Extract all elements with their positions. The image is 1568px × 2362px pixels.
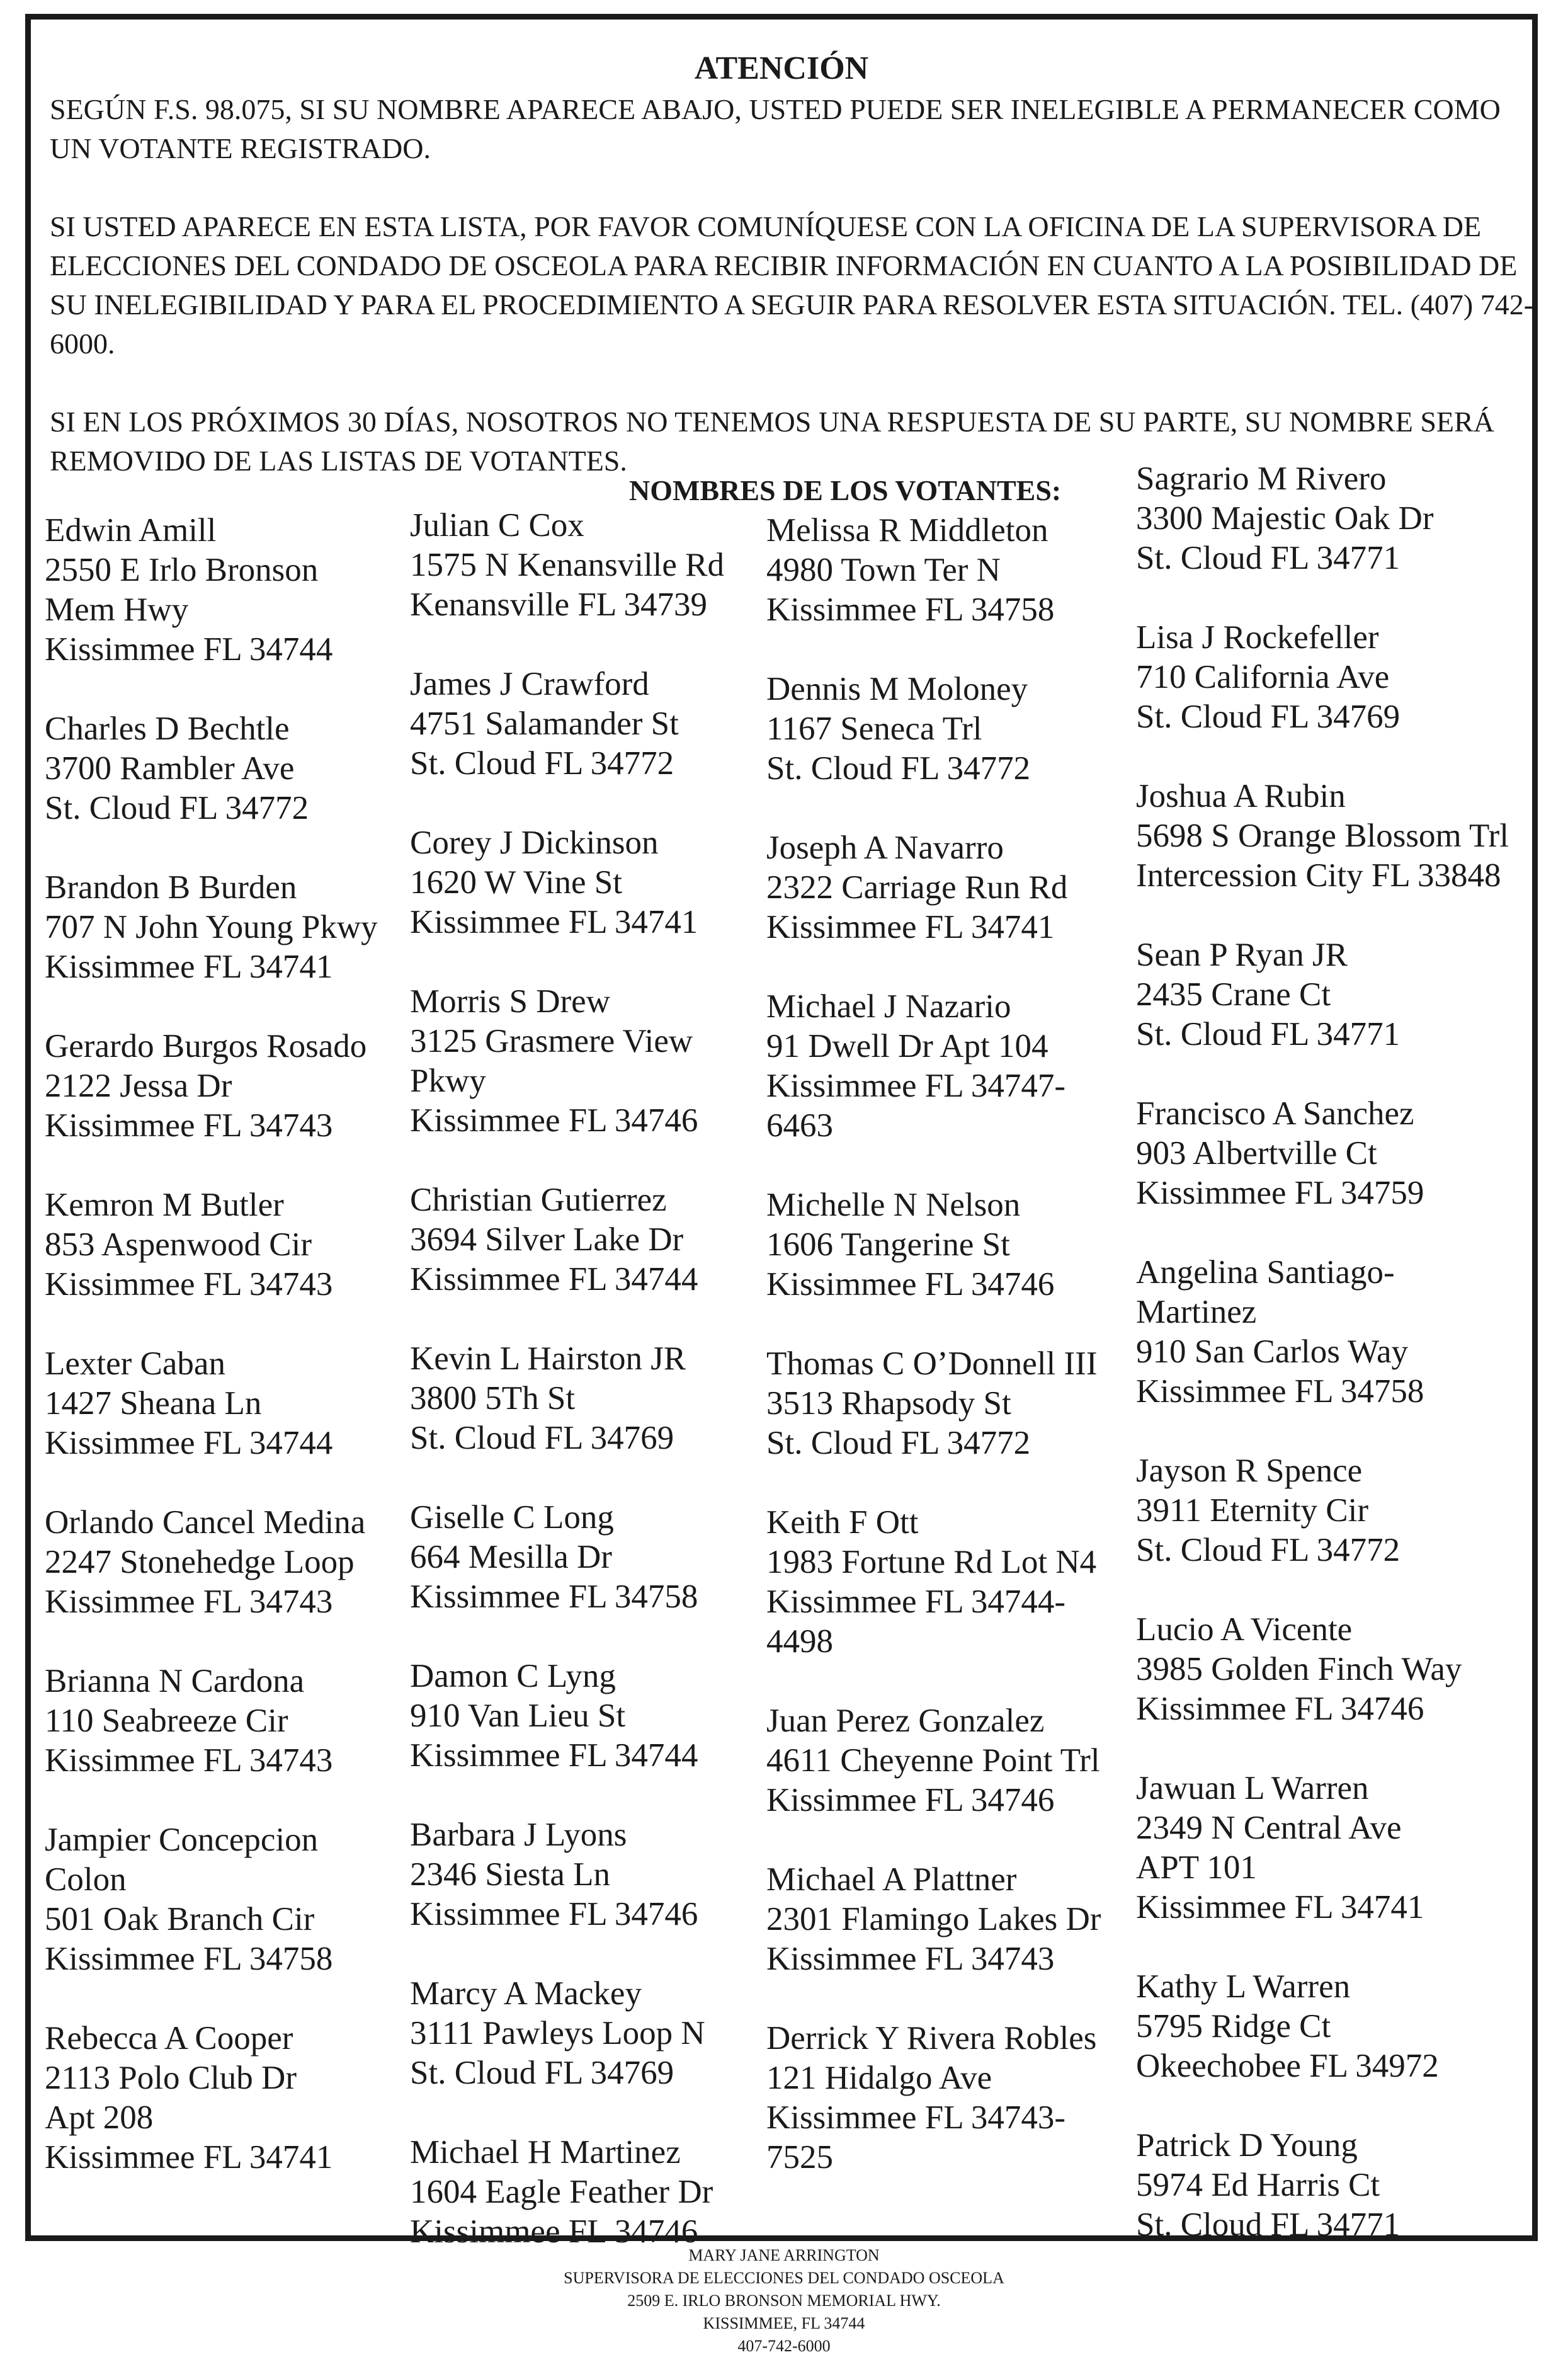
voter-address-line: Mem Hwy <box>45 591 189 628</box>
voter-address-line: Kissimmee FL 34743 <box>45 1107 333 1144</box>
voter-entry <box>1136 1610 1520 1729</box>
voter-address-line: 110 Seabreeze Cir <box>45 1703 288 1739</box>
voter-address-line: 2322 Carriage Run Rd <box>766 869 1068 906</box>
footer-phone: 407-742-6000 <box>737 2337 831 2355</box>
voter-address-line: 1620 W Vine St <box>410 864 622 901</box>
voter-address-line: Colon <box>45 1861 127 1898</box>
voter-address-line: 707 N John Young Pkwy <box>45 909 378 945</box>
voter-name: Joshua A Rubin <box>1136 778 1346 814</box>
voter-entry <box>766 511 1150 630</box>
voter-address-line: St. Cloud FL 34771 <box>1136 1016 1400 1053</box>
voter-address-line: 91 Dwell Dr Apt 104 <box>766 1028 1048 1064</box>
notice-paragraph-eligibility: SEGÚN F.S. 98.075, SI SU NOMBRE APARECE ABAJO, USTED PUEDE SER INELEGIBLE A PERMANECER COMO UN VOTANTE REGISTRADO. <box>50 93 1501 164</box>
voter-address-line: 1427 Sheana Ln <box>45 1385 262 1422</box>
voter-name: Melissa R Middleton <box>766 512 1048 549</box>
voter-entry <box>1136 935 1520 1054</box>
voter-name: Giselle C Long <box>410 1499 614 1536</box>
voter-column-4 <box>1136 459 1520 2285</box>
voter-name: Charles D Bechtle <box>45 710 290 747</box>
voter-entry <box>1136 618 1520 737</box>
voter-address-line: 7525 <box>766 2139 833 2176</box>
voter-address-line: 910 San Carlos Way <box>1136 1333 1408 1370</box>
voter-entry <box>1136 1967 1520 2086</box>
voter-entry <box>45 1820 429 1979</box>
voter-name: Orlando Cancel Medina <box>45 1504 366 1541</box>
footer-name: MARY JANE ARRINGTON <box>688 2246 880 2264</box>
voter-address-line: 5974 Ed Harris Ct <box>1136 2167 1380 2203</box>
notice-paragraph-contact: SI USTED APARECE EN ESTA LISTA, POR FAVOR COMUNÍQUESE CON LA OFICINA DE LA SUPERVISORA DE ELECCIONES DEL CONDADO DE OSCEOLA PARA RECIBIR INFORMACIÓN EN CUANTO A LA POSIBILIDAD DE SU INELEGIBILIDAD Y PARA EL PROCEDIMIENTO A SEGUIR PARA RESOLVER ESTA SITUACIÓN. TEL. (407) 742-6000. <box>50 210 1534 360</box>
voter-address-line: APT 101 <box>1136 1849 1257 1886</box>
voter-address-line: 121 Hidalgo Ave <box>766 2060 992 2096</box>
voter-address-line: Kissimmee FL 34741 <box>45 949 333 985</box>
voter-entry <box>766 670 1150 789</box>
voter-address-line: Martinez <box>1136 1294 1257 1330</box>
voter-address-line: 3800 5Th St <box>410 1380 576 1417</box>
voter-column-3 <box>766 511 1150 2217</box>
voter-address-line: 2122 Jessa Dr <box>45 1068 232 1104</box>
voter-name: Sean P Ryan JR <box>1136 937 1348 973</box>
voter-address-line: St. Cloud FL 34772 <box>45 790 309 826</box>
voter-address-line: Kissimmee FL 34746 <box>1136 1691 1424 1727</box>
voter-address-line: 5698 S Orange Blossom Trl <box>1136 818 1509 854</box>
voter-entry <box>410 1974 794 2093</box>
voter-address-line: St. Cloud FL 34772 <box>766 1425 1031 1461</box>
supervisor-footer <box>0 2244 1568 2358</box>
voter-name: Michael H Martinez <box>410 2134 681 2171</box>
voter-address-line: 910 Van Lieu St <box>410 1697 626 1734</box>
voter-address-line: Kissimmee FL 34743 <box>766 1941 1055 1977</box>
voter-entry <box>766 828 1150 947</box>
voter-name: Lisa J Rockefeller <box>1136 619 1379 656</box>
voter-address-line: 3985 Golden Finch Way <box>1136 1651 1462 1687</box>
voter-entry <box>410 823 794 942</box>
voter-name: Rebecca A Cooper <box>45 2020 293 2057</box>
voter-column-1 <box>45 511 429 2217</box>
voter-address-line: 2301 Flamingo Lakes Dr <box>766 1901 1101 1937</box>
voter-address-line: Kissimmee FL 34759 <box>1136 1175 1424 1211</box>
voter-address-line: 4498 <box>766 1623 833 1660</box>
voter-address-line: St. Cloud FL 34769 <box>410 2055 674 2091</box>
voter-address-line: 3911 Eternity Cir <box>1136 1492 1368 1529</box>
voter-address-line: 3125 Grasmere View <box>410 1023 693 1059</box>
voter-address-line: Kissimmee FL 34747- <box>766 1068 1066 1104</box>
voter-entry <box>45 1503 429 1622</box>
voter-address-line: Kissimmee FL 34741 <box>766 909 1055 945</box>
footer-city: KISSIMMEE, FL 34744 <box>703 2314 865 2332</box>
voter-address-line: Kenansville FL 34739 <box>410 586 708 623</box>
voter-address-line: Okeechobee FL 34972 <box>1136 2048 1439 2084</box>
voter-entry <box>45 868 429 987</box>
voter-address-line: Kissimmee FL 34746 <box>410 1896 698 1932</box>
voter-entry <box>1136 2126 1520 2245</box>
voter-entry <box>410 1180 794 1299</box>
voter-entry <box>1136 1094 1520 1213</box>
voter-entry <box>766 1344 1150 1463</box>
voter-address-line: 2349 N Central Ave <box>1136 1810 1402 1846</box>
voter-address-line: St. Cloud FL 34771 <box>1136 2206 1400 2243</box>
voter-name: Kevin L Hairston JR <box>410 1340 686 1377</box>
voter-address-line: 4751 Salamander St <box>410 705 679 742</box>
voter-entry <box>410 506 794 625</box>
notice-title: ATENCIÓN <box>694 50 869 86</box>
voter-entry <box>45 511 429 670</box>
voter-name: Marcy A Mackey <box>410 1975 642 2012</box>
voter-name: Gerardo Burgos Rosado <box>45 1028 367 1064</box>
voter-name: Michael A Plattner <box>766 1861 1017 1898</box>
voter-address-line: St. Cloud FL 34771 <box>1136 540 1400 576</box>
voter-entry <box>1136 1451 1520 1570</box>
voter-address-line: 2247 Stonehedge Loop <box>45 1544 355 1580</box>
voter-address-line: Kissimmee FL 34741 <box>410 904 698 940</box>
voter-address-line: Kissimmee FL 34741 <box>1136 1889 1424 1926</box>
voter-name: Thomas C O’Donnell III <box>766 1345 1098 1382</box>
voter-name: Brandon B Burden <box>45 869 297 906</box>
voter-name: Patrick D Young <box>1136 2127 1358 2164</box>
voter-entry <box>45 2019 429 2177</box>
voter-address-line: Kissimmee FL 34758 <box>45 1941 333 1977</box>
voter-address-line: 664 Mesilla Dr <box>410 1539 612 1575</box>
voter-address-line: Apt 208 <box>45 2099 154 2136</box>
notice-paragraph-removal: SI EN LOS PRÓXIMOS 30 DÍAS, NOSOTROS NO TENEMOS UNA RESPUESTA DE SU PARTE, SU NOMBRE SERÁ REMOVIDO DE LAS LISTAS DE VOTANTES. <box>50 406 1494 477</box>
voter-entry <box>410 1657 794 1776</box>
voter-name: Dennis M Moloney <box>766 671 1028 707</box>
voter-address-line: Kissimmee FL 34744 <box>410 1737 698 1774</box>
voter-entry <box>410 665 794 784</box>
voter-entry <box>1136 777 1520 896</box>
voter-address-line: Kissimmee FL 34758 <box>1136 1373 1424 1410</box>
voter-address-line: 2346 Siesta Ln <box>410 1856 610 1893</box>
voter-entry <box>45 709 429 828</box>
notice-box <box>25 14 1538 2250</box>
voter-address-line: 2550 E Irlo Bronson <box>45 552 319 588</box>
voter-entry <box>766 987 1150 1146</box>
voter-address-line: Kissimmee FL 34743 <box>45 1583 333 1620</box>
voter-entry <box>766 1185 1150 1304</box>
voter-entry <box>410 1498 794 1617</box>
voter-address-line: Pkwy <box>410 1063 486 1099</box>
voter-name: Sagrario M Rivero <box>1136 460 1387 497</box>
voter-name: Juan Perez Gonzalez <box>766 1703 1045 1739</box>
voter-address-line: 710 California Ave <box>1136 659 1390 695</box>
voter-entry <box>45 1027 429 1146</box>
voter-name: Joseph A Navarro <box>766 830 1004 866</box>
voter-address-line: 3700 Rambler Ave <box>45 750 295 787</box>
voter-entry <box>766 2019 1150 2177</box>
voter-name: Christian Gutierrez <box>410 1182 667 1218</box>
voter-name: Kemron M Butler <box>45 1187 284 1223</box>
voter-address-line: 1606 Tangerine St <box>766 1226 1010 1263</box>
voter-address-line: Intercession City FL 33848 <box>1136 857 1501 894</box>
voter-name: Corey J Dickinson <box>410 824 659 861</box>
voter-name: Julian C Cox <box>410 507 584 544</box>
voter-entry <box>410 1339 794 1458</box>
voter-address-line: Kissimmee FL 34746 <box>410 2213 698 2250</box>
voter-address-line: Kissimmee FL 34744 <box>45 1425 333 1461</box>
voter-name: Kathy L Warren <box>1136 1968 1351 2005</box>
voter-column-2 <box>410 506 794 2291</box>
voter-entry <box>410 2133 794 2252</box>
voter-address-line: Kissimmee FL 34746 <box>410 1102 698 1139</box>
voter-name: Keith F Ott <box>766 1504 919 1541</box>
voter-address-line: St. Cloud FL 34769 <box>1136 699 1400 735</box>
voter-name: Michael J Nazario <box>766 988 1011 1025</box>
voter-address-line: Kissimmee FL 34743- <box>766 2099 1066 2136</box>
voter-name: Michelle N Nelson <box>766 1187 1021 1223</box>
voter-address-line: 1167 Seneca Trl <box>766 710 982 747</box>
voter-entry <box>410 982 794 1141</box>
footer-title: SUPERVISORA DE ELECCIONES DEL CONDADO OSCEOLA <box>564 2269 1004 2287</box>
voter-entry <box>766 1503 1150 1662</box>
voter-address-line: Kissimmee FL 34758 <box>410 1578 698 1615</box>
voter-address-line: Kissimmee FL 34743 <box>45 1266 333 1303</box>
voter-entry <box>410 1815 794 1934</box>
voter-address-line: Kissimmee FL 34746 <box>766 1782 1055 1818</box>
voter-address-line: 2435 Crane Ct <box>1136 976 1331 1013</box>
voter-entry <box>1136 1769 1520 1927</box>
voter-name: Derrick Y Rivera Robles <box>766 2020 1097 2057</box>
voter-address-line: St. Cloud FL 34772 <box>410 745 674 782</box>
voter-list-heading: NOMBRES DE LOS VOTANTES: <box>629 474 1062 506</box>
voter-address-line: 903 Albertville Ct <box>1136 1135 1377 1172</box>
voter-address-line: 3111 Pawleys Loop N <box>410 2015 705 2051</box>
voter-address-line: 3694 Silver Lake Dr <box>410 1221 684 1258</box>
voter-address-line: Kissimmee FL 34744 <box>410 1261 698 1298</box>
voter-entry <box>45 1185 429 1304</box>
voter-name: Edwin Amill <box>45 512 217 549</box>
voter-address-line: Kissimmee FL 34741 <box>45 2139 333 2176</box>
voter-address-line: 3300 Majestic Oak Dr <box>1136 500 1434 537</box>
voter-address-line: 501 Oak Branch Cir <box>45 1901 315 1937</box>
voter-address-line: Kissimmee FL 34744- <box>766 1583 1066 1620</box>
voter-address-line: 853 Aspenwood Cir <box>45 1226 312 1263</box>
voter-address-line: 4611 Cheyenne Point Trl <box>766 1742 1100 1779</box>
footer-address: 2509 E. IRLO BRONSON MEMORIAL HWY. <box>627 2291 941 2310</box>
voter-name: Jawuan L Warren <box>1136 1770 1369 1806</box>
voter-name: Jayson R Spence <box>1136 1452 1363 1489</box>
voter-address-line: Kissimmee FL 34758 <box>766 591 1055 628</box>
voter-address-line: 6463 <box>766 1107 833 1144</box>
voter-name: Brianna N Cardona <box>45 1663 305 1699</box>
voter-entry <box>45 1344 429 1463</box>
voter-entry <box>766 1860 1150 1979</box>
voter-name: Morris S Drew <box>410 983 610 1020</box>
voter-entry <box>1136 459 1520 578</box>
voter-name: Angelina Santiago- <box>1136 1254 1395 1291</box>
voter-entry <box>45 1662 429 1781</box>
notice-text <box>50 90 1536 481</box>
voter-address-line: 1983 Fortune Rd Lot N4 <box>766 1544 1097 1580</box>
voter-address-line: St. Cloud FL 34772 <box>1136 1532 1400 1568</box>
voter-address-line: Kissimmee FL 34743 <box>45 1742 333 1779</box>
voter-address-line: St. Cloud FL 34772 <box>766 750 1031 787</box>
voter-name: Damon C Lyng <box>410 1658 616 1694</box>
voter-name: Lexter Caban <box>45 1345 225 1382</box>
voter-name: Barbara J Lyons <box>410 1817 627 1853</box>
voter-address-line: St. Cloud FL 34769 <box>410 1420 674 1456</box>
voter-address-line: 1575 N Kenansville Rd <box>410 547 725 583</box>
voter-address-line: 5795 Ridge Ct <box>1136 2008 1331 2045</box>
voter-name: James J Crawford <box>410 666 649 702</box>
voter-entry <box>1136 1253 1520 1412</box>
voter-address-line: 3513 Rhapsody St <box>766 1385 1011 1422</box>
voter-name: Francisco A Sanchez <box>1136 1095 1414 1132</box>
voter-address-line: 1604 Eagle Feather Dr <box>410 2174 713 2210</box>
voter-entry <box>766 1701 1150 1820</box>
voter-name: Lucio A Vicente <box>1136 1611 1353 1648</box>
voter-address-line: 4980 Town Ter N <box>766 552 1001 588</box>
voter-address-line: 2113 Polo Club Dr <box>45 2060 297 2096</box>
voter-name: Jampier Concepcion <box>45 1822 319 1858</box>
voter-address-line: Kissimmee FL 34744 <box>45 631 333 668</box>
voter-address-line: Kissimmee FL 34746 <box>766 1266 1055 1303</box>
